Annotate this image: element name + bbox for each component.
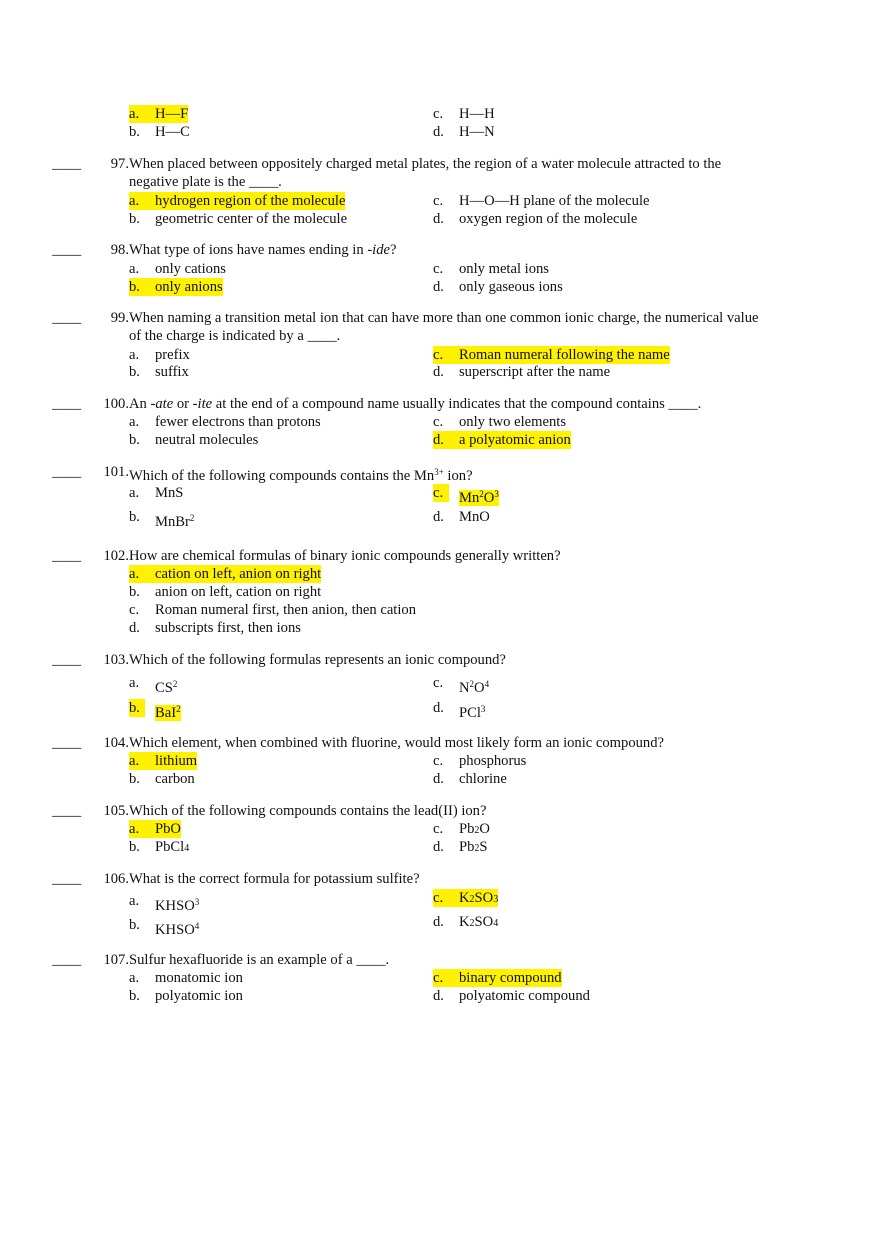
q97-option-b[interactable]: b. geometric center of the molecule bbox=[129, 211, 348, 227]
answer-blank[interactable]: ____ bbox=[52, 464, 82, 480]
q102-option-b[interactable]: b. anion on left, cation on right bbox=[129, 584, 322, 600]
answer-blank[interactable]: ____ bbox=[52, 735, 82, 751]
question-stem: Which of the following compounds contains the lead(II) ion? bbox=[129, 803, 487, 819]
question-105 bbox=[52, 802, 842, 820]
q98-option-a[interactable]: a. only cations bbox=[129, 261, 226, 277]
q97-option-a[interactable]: a. hydrogen region of the molecule bbox=[129, 193, 346, 209]
q97-option-c[interactable]: c. H—O—H plane of the molecule bbox=[433, 193, 650, 209]
question-number: 106. bbox=[103, 871, 129, 887]
q96-option-c[interactable]: c. H—H bbox=[433, 106, 495, 122]
answer-blank[interactable]: ____ bbox=[52, 242, 82, 258]
question-stem: When naming a transition metal ion that can have more than one common ionic charge, the numerical value bbox=[129, 310, 759, 326]
q104-option-a[interactable]: a. lithium bbox=[129, 753, 198, 769]
q101-option-c[interactable]: c. $Mn^2O^3$ bbox=[433, 485, 499, 506]
q102-option-c[interactable]: c. Roman numeral first, then anion, then cation bbox=[129, 602, 416, 618]
q101-option-d[interactable]: d. MnO bbox=[433, 509, 490, 525]
question-number: 98. bbox=[110, 242, 129, 258]
q99-option-d[interactable]: d. superscript after the name bbox=[433, 364, 611, 380]
question-106 bbox=[52, 870, 842, 888]
q99-option-b[interactable]: b. suffix bbox=[129, 364, 189, 380]
q99-option-a[interactable]: a. prefix bbox=[129, 347, 190, 363]
q102-option-a[interactable]: a. cation on left, anion on right bbox=[129, 566, 322, 582]
answer-blank[interactable]: ____ bbox=[52, 952, 82, 968]
q106-option-b[interactable]: b. KHSO$^4$ bbox=[129, 917, 200, 938]
q98-option-d[interactable]: d. only gaseous ions bbox=[433, 279, 563, 295]
q101-option-b[interactable]: b. MnBr$^2$ bbox=[129, 509, 195, 530]
question-99 bbox=[52, 309, 842, 345]
q100-option-b[interactable]: b. neutral molecules bbox=[129, 432, 259, 448]
question-number: 101. bbox=[103, 464, 129, 480]
answer-blank[interactable]: ____ bbox=[52, 156, 82, 172]
q106-option-c[interactable]: c. K2SO3 bbox=[433, 890, 499, 906]
q106-option-d[interactable]: d. K2SO4 bbox=[433, 914, 499, 930]
q96-option-d[interactable]: d. H—N bbox=[433, 124, 495, 140]
question-number: 107. bbox=[103, 952, 129, 968]
question-number: 97. bbox=[110, 156, 129, 172]
question-stem: negative plate is the ____. bbox=[129, 174, 282, 190]
answer-blank[interactable]: ____ bbox=[52, 652, 82, 668]
question-stem: An -ate or -ite at the end of a compound name usually indicates that the compound contains ____. bbox=[129, 396, 702, 412]
question-stem: How are chemical formulas of binary ionic compounds generally written? bbox=[129, 548, 561, 564]
answer-blank[interactable]: ____ bbox=[52, 871, 82, 887]
question-number: 100. bbox=[103, 396, 129, 412]
q105-option-d[interactable]: d. Pb2S bbox=[433, 839, 488, 855]
q96-option-b[interactable]: b. H—C bbox=[129, 124, 190, 140]
question-stem: What type of ions have names ending in -ide? bbox=[129, 242, 397, 258]
q102-option-d[interactable]: d. subscripts first, then ions bbox=[129, 620, 301, 636]
q103-option-c[interactable]: c. $N^2O^4$ bbox=[433, 675, 490, 696]
question-number: 99. bbox=[110, 310, 129, 326]
question-stem: Sulfur hexafluoride is an example of a ____. bbox=[129, 952, 390, 968]
question-103 bbox=[52, 651, 842, 669]
q96-option-a[interactable]: a. H—F bbox=[129, 106, 189, 122]
q106-option-a[interactable]: a. KHSO$^3$ bbox=[129, 893, 200, 914]
q100-option-a[interactable]: a. fewer electrons than protons bbox=[129, 414, 321, 430]
question-stem: When placed between oppositely charged metal plates, the region of a water molecule attracted to the bbox=[129, 156, 722, 172]
q104-option-c[interactable]: c. phosphorus bbox=[433, 753, 527, 769]
question-101 bbox=[52, 463, 842, 484]
q107-option-c[interactable]: c. binary compound bbox=[433, 970, 562, 986]
question-stem: What is the correct formula for potassium sulfite? bbox=[129, 871, 420, 887]
question-97 bbox=[52, 155, 842, 191]
q105-option-c[interactable]: c. Pb2O bbox=[433, 821, 490, 837]
q105-option-b[interactable]: b. PbCl4 bbox=[129, 839, 190, 855]
answer-blank[interactable]: ____ bbox=[52, 396, 82, 412]
question-stem: Which of the following formulas represents an ionic compound? bbox=[129, 652, 506, 668]
q100-option-d[interactable]: d. a polyatomic anion bbox=[433, 432, 571, 448]
question-104 bbox=[52, 734, 842, 752]
q105-option-a[interactable]: a. PbO bbox=[129, 821, 181, 837]
q101-option-a[interactable]: a. MnS bbox=[129, 485, 184, 501]
q103-option-d[interactable]: d. PCl$^3$ bbox=[433, 700, 486, 721]
question-stem: Which of the following compounds contains the $Mn^{3+}$ ion? bbox=[129, 467, 473, 484]
question-number: 105. bbox=[103, 803, 129, 819]
q107-option-a[interactable]: a. monatomic ion bbox=[129, 970, 243, 986]
q104-option-d[interactable]: d. chlorine bbox=[433, 771, 507, 787]
question-98 bbox=[52, 241, 842, 259]
q98-option-b[interactable]: b. only anions bbox=[129, 279, 223, 295]
answer-blank[interactable]: ____ bbox=[52, 803, 82, 819]
q100-option-c[interactable]: c. only two elements bbox=[433, 414, 567, 430]
q97-option-d[interactable]: d. oxygen region of the molecule bbox=[433, 211, 638, 227]
question-number: 104. bbox=[103, 735, 129, 751]
q103-option-a[interactable]: a. $CS^2$ bbox=[129, 675, 178, 696]
q99-option-c[interactable]: c. Roman numeral following the name bbox=[433, 347, 670, 363]
q107-option-d[interactable]: d. polyatomic compound bbox=[433, 988, 590, 1004]
question-number: 103. bbox=[103, 652, 129, 668]
question-number: 102. bbox=[103, 548, 129, 564]
q107-option-b[interactable]: b. polyatomic ion bbox=[129, 988, 243, 1004]
q103-option-b[interactable]: b. BaI$^2$ bbox=[129, 700, 181, 721]
answer-blank[interactable]: ____ bbox=[52, 548, 82, 564]
q98-option-c[interactable]: c. only metal ions bbox=[433, 261, 549, 277]
question-107 bbox=[52, 951, 842, 969]
question-stem: Which element, when combined with fluorine, would most likely form an ionic compound? bbox=[129, 735, 664, 751]
question-100 bbox=[52, 395, 842, 413]
question-102 bbox=[52, 547, 842, 565]
answer-blank[interactable]: ____ bbox=[52, 310, 82, 326]
question-stem: of the charge is indicated by a ____. bbox=[129, 328, 341, 344]
q104-option-b[interactable]: b. carbon bbox=[129, 771, 195, 787]
